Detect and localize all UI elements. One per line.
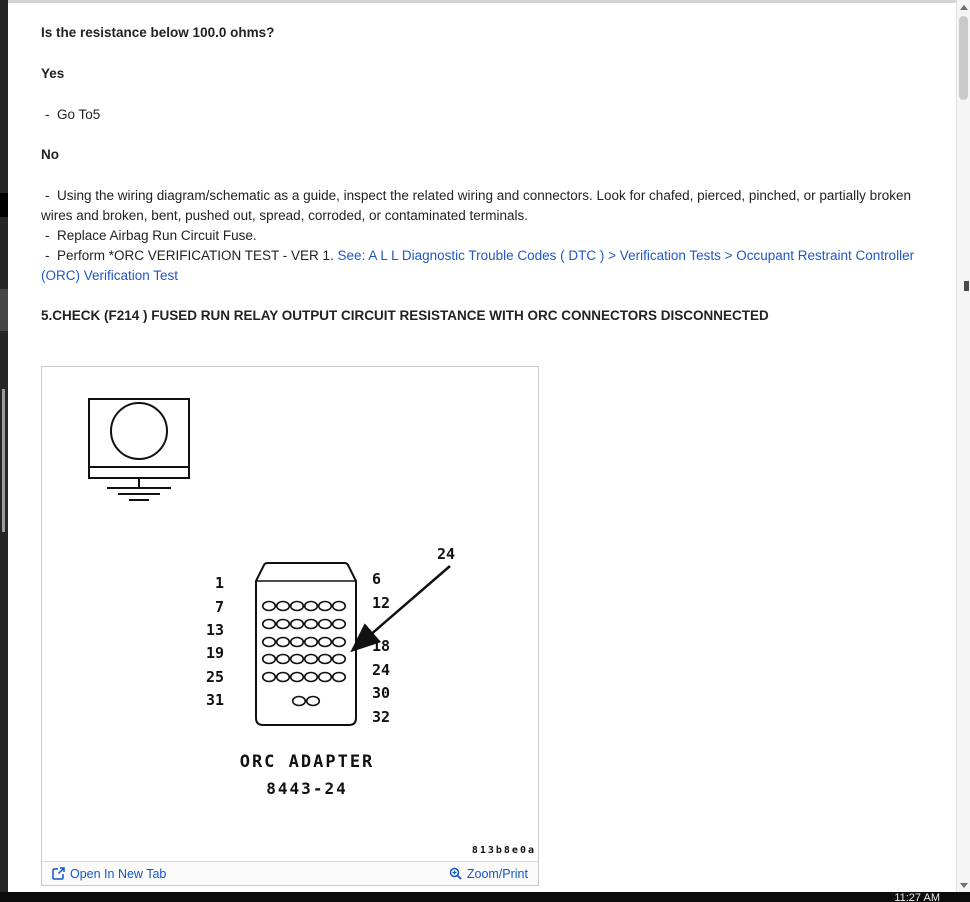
left-edge-panel (0, 0, 8, 892)
open-in-new-tab-link[interactable] (52, 867, 166, 881)
question-text: Is the resistance below 100.0 ohms? (41, 25, 275, 40)
pin-label: 6 (372, 570, 382, 588)
scrollbar-marker (964, 281, 969, 291)
pin-label: 18 (372, 637, 391, 655)
perform-verification-text: - Perform *ORC VERIFICATION TEST - VER 1. (45, 248, 338, 263)
pin-label: 30 (372, 684, 391, 702)
pin-label: 7 (214, 598, 224, 616)
pin-callout-arrow (354, 566, 450, 649)
connector-pins (263, 602, 346, 706)
pin-label: 31 (205, 691, 224, 709)
page-top-border (8, 0, 956, 3)
pin-label: 12 (372, 594, 391, 612)
no-label: No (41, 147, 59, 162)
left-panel-scroll-thumb[interactable] (2, 389, 5, 532)
verification-test-link[interactable]: See: A L L Diagnostic Trouble Codes ( DTC ) > Verification Tests > Occupant Restraint Controller (ORC) Verification Test (41, 248, 918, 283)
yes-step: - Go To5 (45, 107, 101, 122)
pin-label: 19 (205, 644, 224, 662)
zoom-print-label: Zoom/Print (466, 866, 528, 881)
ohmmeter-ground-icon (89, 399, 189, 500)
yes-label: Yes (41, 66, 65, 81)
taskbar (0, 892, 970, 902)
orc-adapter-diagram (42, 367, 538, 861)
pin-label: 1 (214, 574, 224, 592)
open-in-new-tab-label: Open In New Tab (70, 866, 167, 881)
scrollbar-thumb[interactable] (959, 16, 968, 100)
pin-label: 25 (205, 668, 224, 686)
pin-callout (354, 545, 455, 649)
pin-labels-right (372, 570, 390, 726)
perform-verification-step (41, 246, 930, 286)
figure-caption-title: ORC ADAPTER (239, 752, 375, 772)
figure-box (41, 366, 539, 886)
triangle-up-icon (960, 5, 968, 10)
vertical-scrollbar[interactable] (956, 0, 970, 892)
zoom-print-link[interactable] (449, 867, 528, 881)
pin-label: 13 (205, 621, 224, 639)
scrollbar-up-button[interactable] (957, 0, 970, 14)
left-panel-segment (0, 289, 8, 331)
pin-label: 32 (372, 708, 391, 726)
inspect-wiring-step: - Using the wiring diagram/schematic as a guide, inspect the related wiring and connectors. Look for chafed, pierced, pinched, or partially broken wires and broken, bent, pushed out, spread, corroded, or contaminated terminals. (41, 188, 915, 223)
document-content (10, 0, 956, 886)
figure-footer-bar (42, 861, 538, 885)
pin-callout-label: 24 (437, 545, 456, 563)
figure-watermark-code: 813b8e0a (471, 845, 536, 856)
replace-fuse-step: - Replace Airbag Run Circuit Fuse. (45, 228, 257, 243)
connector-body (256, 563, 356, 725)
scrollbar-down-button[interactable] (957, 878, 970, 892)
step5-heading: 5.CHECK (F214 ) FUSED RUN RELAY OUTPUT CIRCUIT RESISTANCE WITH ORC CONNECTORS DISCONNECTED (41, 308, 769, 323)
pin-labels-left (206, 574, 224, 709)
triangle-down-icon (960, 883, 968, 888)
left-panel-block (0, 193, 8, 217)
taskbar-clock: 11:27 AM (894, 892, 940, 902)
figure-caption-part-number: 8443-24 (266, 779, 348, 798)
open-in-new-tab-icon (52, 867, 65, 880)
pin-label: 24 (372, 661, 391, 679)
zoom-icon (449, 867, 462, 880)
